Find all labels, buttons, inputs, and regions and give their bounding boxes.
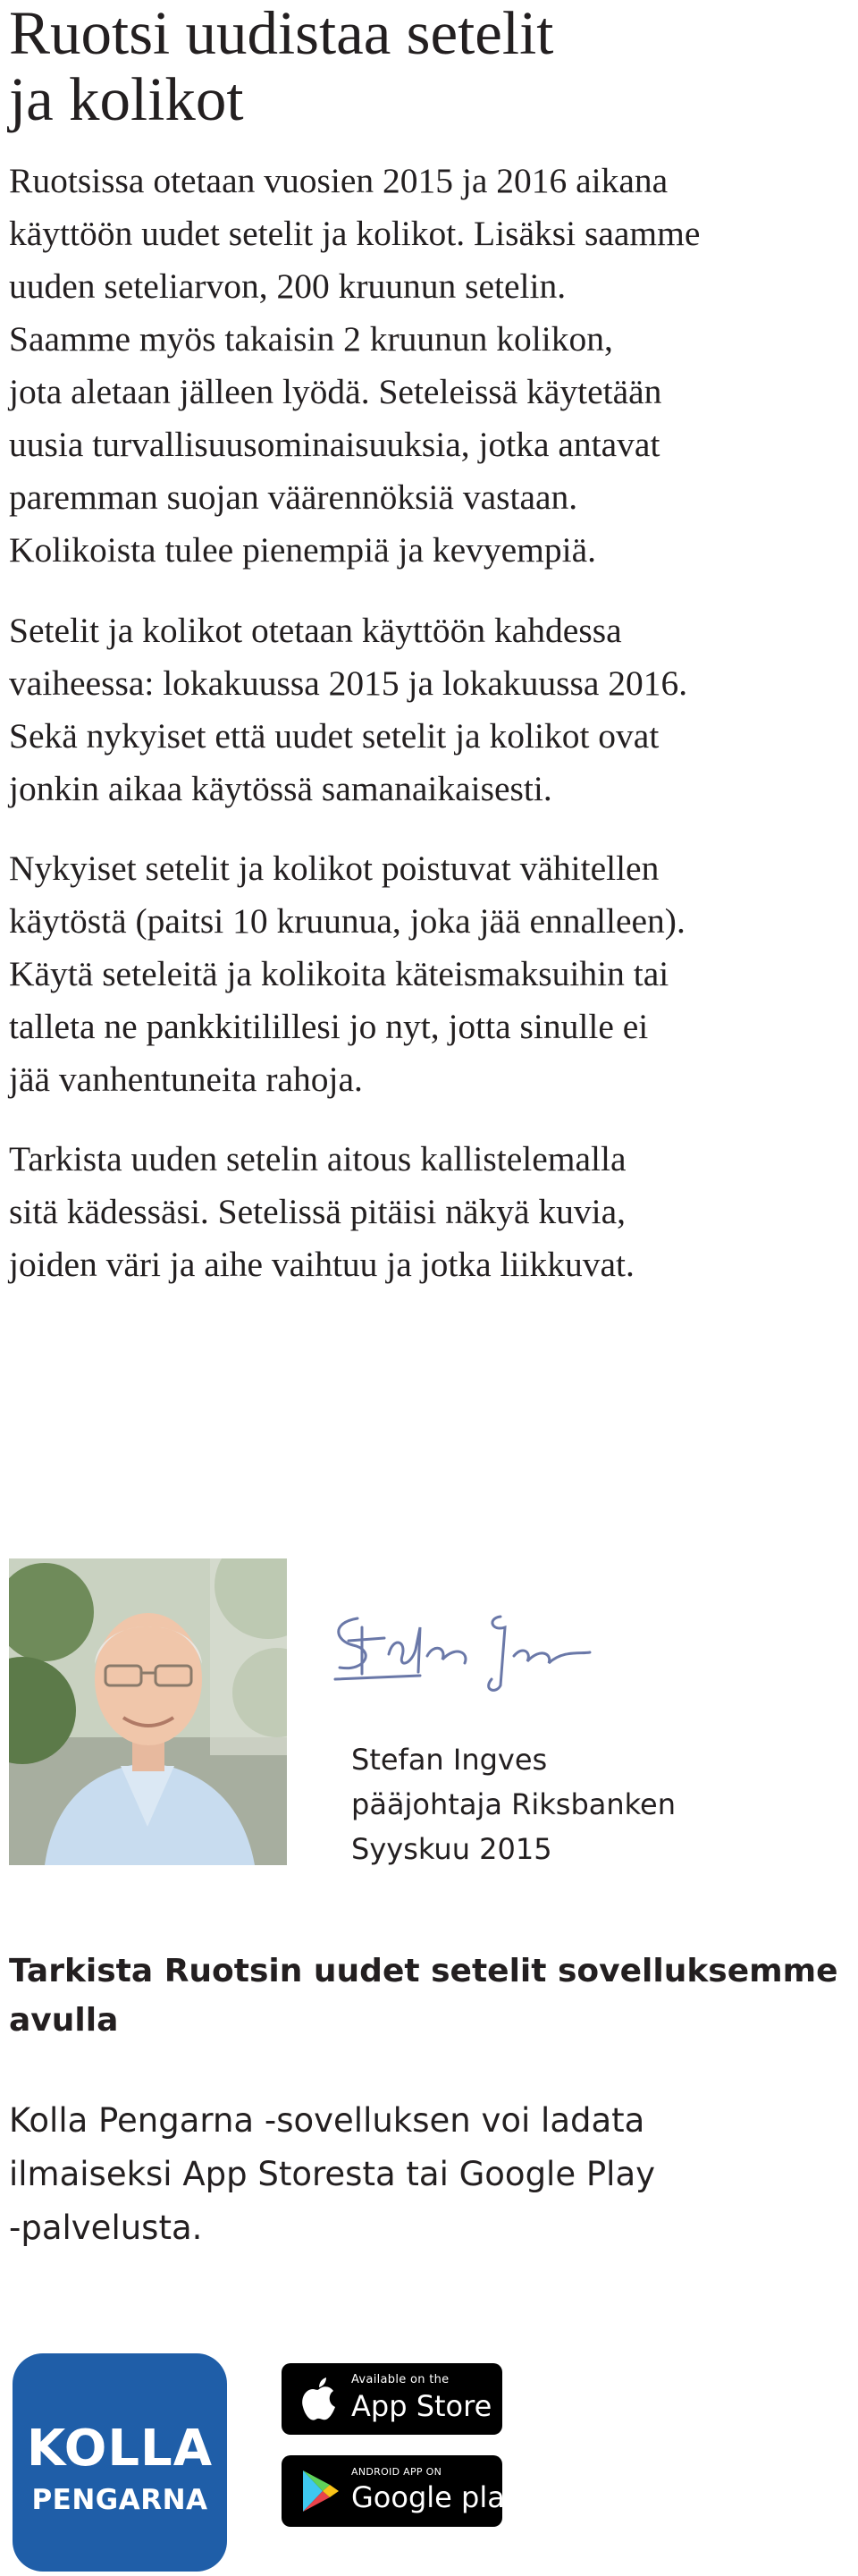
text-line: Saamme myös takaisin 2 kruunun kolikon,: [9, 319, 613, 359]
apple-icon: [296, 2375, 342, 2423]
text-line: jonkin aikaa käytössä samanaikaisesti.: [9, 769, 552, 808]
phases-paragraph: [9, 604, 849, 815]
text-line: jota aletaan jälleen lyödä. Seteleissä käytetään: [9, 372, 662, 411]
text-line: sitä kädessäsi. Setelissä pitäisi näkyä kuvia,: [9, 1192, 627, 1231]
intro-paragraph: [9, 155, 849, 577]
text-line: uusia turvallisuusominaisuuksia, jotka antavat: [9, 425, 660, 464]
title-line: Ruotsi uudistaa setelit: [9, 0, 554, 67]
text-line: uuden seteliarvon, 200 kruunun setelin.: [9, 266, 567, 306]
text-line: talleta ne pankkitilillesi jo nyt, jotta sinulle ei: [9, 1007, 649, 1046]
text-line: Kolikoista tulee pienempiä ja kevyempiä.: [9, 530, 597, 570]
text-line: avulla: [9, 2002, 119, 2039]
app-section-heading: [9, 1947, 840, 2045]
text-line: Käytä seteleitä ja kolikoita käteismaksuihin tai: [9, 954, 669, 993]
badge-caption: Available on the: [351, 2373, 450, 2386]
badge-caption: ANDROID APP ON: [351, 2466, 442, 2478]
text-line: joiden väri ja aihe vaihtuu ja jotka liikkuvat.: [9, 1245, 635, 1284]
text-line: vaiheessa: lokakuussa 2015 ja lokakuussa 2016.: [9, 663, 688, 703]
text-line: jää vanhentuneita rahoja.: [9, 1060, 363, 1099]
signatory-role: pääjohtaja Riksbanken: [351, 1787, 676, 1821]
handwritten-signature: [322, 1600, 617, 1699]
text-line: paremman suojan väärennöksiä vastaan.: [9, 477, 578, 517]
app-store-badge[interactable]: [282, 2363, 502, 2435]
withdrawal-paragraph: [9, 842, 849, 1106]
logo-line: KOLLA: [26, 2420, 214, 2478]
kolla-pengarna-app-logo[interactable]: [13, 2353, 227, 2572]
text-line: käytöstä (paitsi 10 kruunua, joka jää ennalleen).: [9, 901, 686, 941]
google-play-badge[interactable]: [282, 2455, 522, 2527]
text-line: Tarkista uuden setelin aitous kallistelemalla: [9, 1139, 627, 1178]
title-line: ja kolikot: [9, 65, 244, 133]
text-line: -palvelusta.: [9, 2209, 203, 2247]
text-line: ilmaiseksi App Storesta tai Google Play: [9, 2155, 656, 2193]
text-line: Nykyiset setelit ja kolikot poistuvat vähitellen: [9, 849, 660, 888]
app-section-body: [9, 2094, 831, 2255]
text-line: Ruotsissa otetaan vuosien 2015 ja 2016 aikana: [9, 161, 669, 200]
google-play-icon: [296, 2467, 342, 2515]
text-line: käyttöön uudet setelit ja kolikot. Lisäksi saamme: [9, 214, 701, 253]
signature-date: Syyskuu 2015: [351, 1832, 552, 1866]
logo-line: PENGARNA: [31, 2484, 208, 2516]
text-line: Tarkista Ruotsin uudet setelit sovelluksemme: [9, 1953, 838, 1989]
text-line: Setelit ja kolikot otetaan käyttöön kahdessa: [9, 611, 622, 650]
signatory-name: Stefan Ingves: [351, 1743, 548, 1777]
authenticity-paragraph: [9, 1133, 849, 1291]
text-line: Sekä nykyiset että uudet setelit ja kolikot ovat: [9, 716, 660, 756]
badge-store-name: Google play: [351, 2480, 522, 2514]
badge-store-name: App Store: [351, 2389, 492, 2423]
text-line: Kolla Pengarna -sovelluksen voi ladata: [9, 2101, 645, 2140]
signatory-portrait: [9, 1558, 287, 1865]
page-title: [9, 0, 831, 132]
